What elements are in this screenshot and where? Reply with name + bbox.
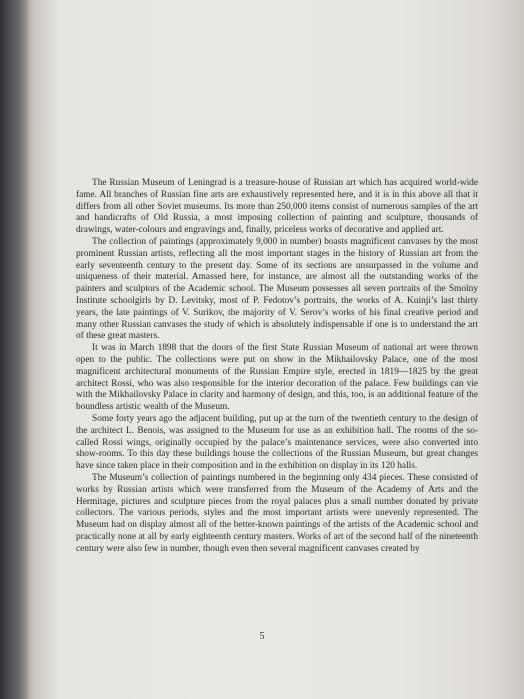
page-binding-shadow [0,0,30,699]
paragraph: The Russian Museum of Leningrad is a treasure-house of Russian art which has acquired world-wide fame. All branches of Russian fine arts are exhaustively represented here, and it is in this above all that it differs from all other Soviet museums. Its more than 250,000 items consist of numerous samples of the art and handicrafts of Old Russia, a most imposing collection of painting and sculpture, thousands of drawings, water-colours and engravings and, finally, priceless works of decorative and applied art. [76,178,478,236]
body-text [76,178,478,556]
paragraph: The collection of paintings (approximately 9,000 in number) boasts magnificent canvases by the most prominent Russian artists, reflecting all the most important stages in the history of Russian art from the early seventeenth century to the present day. Some of its sections are unsurpassed in the volume and uniqueness of their material. Amassed here, for instance, are almost all the outstanding works of the painters and sculptors of the Academic school. The Museum possesses all seven portraits of the Smolny Institute schoolgirls by D. Levitsky, most of P. Fedotov’s portraits, the works of A. Kuinji’s last thirty years, the late paintings of V. Surikov, the majority of V. Serov’s works of his final creative period and many other Russian canvases the study of which is absolutely indispensable if one is to understand the art of these great masters. [76,236,478,342]
paragraph: Some forty years ago the adjacent building, put up at the turn of the twentieth century to the design of the architect L. Benois, was assigned to the Museum for use as an exhibition hall. The rooms of the so-called Rossi wings, originally occupied by the palace’s maintenance services, were also converted into show-rooms. To this day these buildings house the collections of the Russian Museum, but great changes have since taken place in their composition and in the exhibition on display in its 120 halls. [76,413,478,472]
paragraph: It was in March 1898 that the doors of the first State Russian Museum of national art were thrown open to the public. The collections were put on show in the Mikhailovsky Palace, one of the most magnificent architectural monuments of the Russian Empire style, erected in 1819—1825 by the great architect Rossi, who was also responsible for the interior decoration of the palace. Few buildings can vie with the Mikhailovsky Palace in clarity and harmony of design, and this, too, is an additional feature of the boundless artistic wealth of the Museum. [76,343,478,413]
page-number: 5 [259,631,265,642]
paragraph: The Museum’s collection of paintings numbered in the beginning only 434 pieces. These consisted of works by Russian artists which were transferred from the Museum of the Academy of Arts and the Hermitage, pictures and sculpture pieces from the royal palaces plus a small number donated by private collectors. The various periods, styles and the most important artists were unevenly represented. The Museum had on display almost all of the better-known paintings of the artists of the Academic school and practically none at all by early eighteenth century masters. Works of art of the second half of the nineteenth century were also few in number, though even then several magnificent canvases created by [76,472,478,554]
